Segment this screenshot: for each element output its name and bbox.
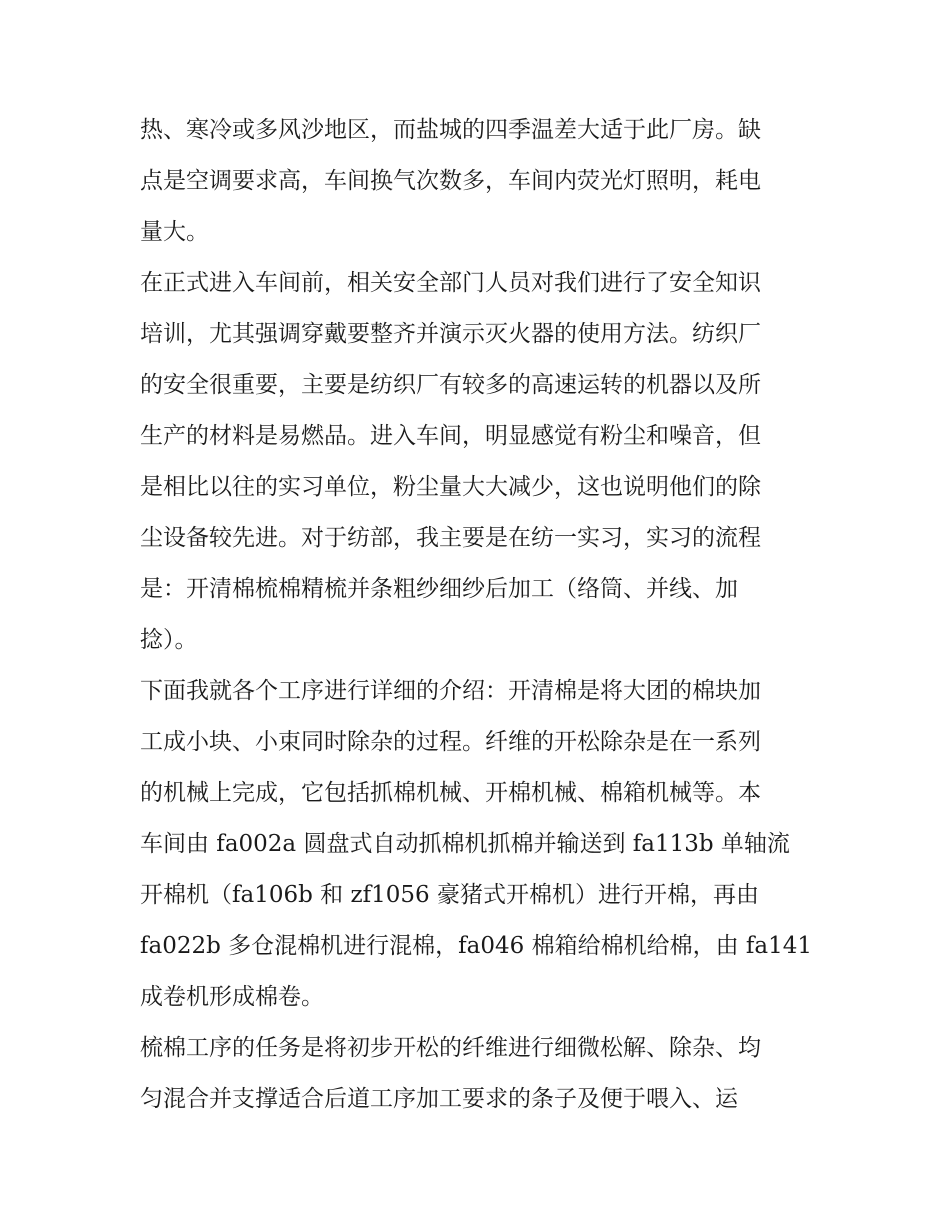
text-line: 的机械上完成，它包括抓棉机械、开棉机械、棉箱机械等。本 bbox=[140, 780, 761, 806]
text-line: 热、寒冷或多风沙地区，而盐城的四季温差大适于此厂房。缺 bbox=[140, 117, 761, 143]
text-line: 下面我就各个工序进行详细的介绍：开清棉是将大团的棉块加 bbox=[140, 678, 761, 704]
text-line: 的安全很重要，主要是纺织厂有较多的高速运转的机器以及所 bbox=[140, 372, 761, 398]
text-line: 量大。 bbox=[140, 219, 209, 245]
text-line: 生产的材料是易燃品。进入车间，明显感觉有粉尘和噪音，但 bbox=[140, 423, 761, 449]
text-line: 点是空调要求高，车间换气次数多，车间内荧光灯照明，耗电 bbox=[140, 168, 761, 194]
text-line: 梳棉工序的任务是将初步开松的纤维进行细微松解、除杂、均 bbox=[140, 1035, 761, 1061]
text-line: 是相比以往的实习单位，粉尘量大大减少，这也说明他们的除 bbox=[140, 474, 761, 500]
text-line: 工成小块、小束同时除杂的过程。纤维的开松除杂是在一系列 bbox=[140, 729, 761, 755]
text-line: 捻）。 bbox=[140, 627, 198, 653]
text-line: 是：开清棉梳棉精梳并条粗纱细纱后加工（络筒、并线、加 bbox=[140, 576, 738, 602]
text-line: 匀混合并支撑适合后道工序加工要求的条子及便于喂入、运 bbox=[140, 1086, 738, 1112]
text-line: 开棉机（fa106b 和 zf1056 豪猪式开棉机）进行开棉，再由 bbox=[140, 882, 759, 908]
paragraph-4 bbox=[140, 1023, 812, 1125]
text-line: 尘设备较先进。对于纺部，我主要是在纺一实习，实习的流程 bbox=[140, 525, 761, 551]
paragraph-1 bbox=[140, 105, 812, 258]
text-line: 在正式进入车间前，相关安全部门人员对我们进行了安全知识 bbox=[140, 270, 761, 296]
text-line: fa022b 多仓混棉机进行混棉，fa046 棉箱给棉机给棉，由 fa141 bbox=[140, 933, 813, 959]
text-line: 培训，尤其强调穿戴要整齐并演示灭火器的使用方法。纺织厂 bbox=[140, 321, 761, 347]
document-body bbox=[140, 105, 812, 1125]
text-line: 成卷机形成棉卷。 bbox=[140, 984, 324, 1010]
text-line: 车间由 fa002a 圆盘式自动抓棉机抓棉并输送到 fa113b 单轴流 bbox=[140, 831, 790, 857]
paragraph-2 bbox=[140, 258, 812, 666]
paragraph-3 bbox=[140, 666, 812, 1023]
